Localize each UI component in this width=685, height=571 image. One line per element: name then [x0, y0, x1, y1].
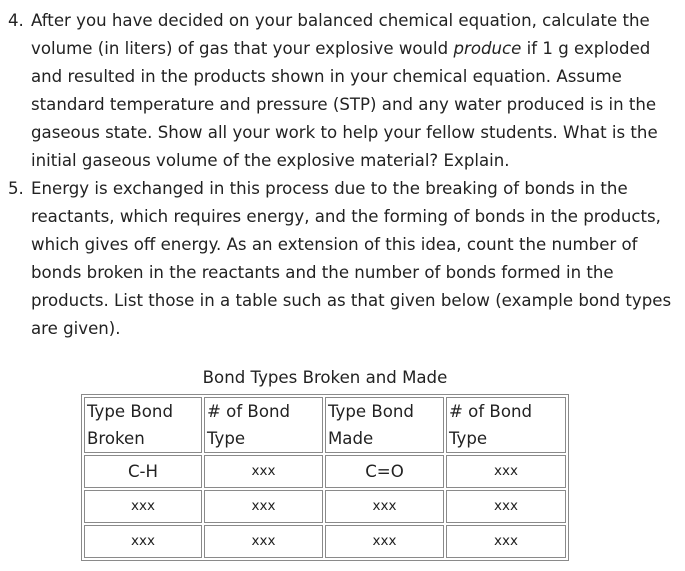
bond-types-table — [81, 394, 569, 561]
table-header-row — [84, 397, 566, 453]
table-row — [84, 455, 566, 488]
table-cell: xxx — [446, 525, 566, 558]
question-4 — [8, 7, 678, 175]
table-cell: C=O — [325, 455, 444, 488]
question-number: 4. — [8, 11, 24, 30]
table-cell: xxx — [204, 490, 323, 523]
table-cell: xxx — [84, 525, 202, 558]
header-number-made: # of Bond Type — [446, 397, 566, 453]
table-cell: xxx — [204, 455, 323, 488]
table-cell: xxx — [446, 490, 566, 523]
table-row — [84, 490, 566, 523]
question-5 — [8, 175, 678, 343]
question-number: 5. — [8, 179, 24, 198]
bond-table-section — [81, 366, 569, 561]
table-cell: xxx — [446, 455, 566, 488]
table-row — [84, 525, 566, 558]
question-list — [8, 7, 678, 343]
table-cell: xxx — [84, 490, 202, 523]
table-caption: Bond Types Broken and Made — [202, 368, 448, 387]
table-cell: xxx — [325, 525, 444, 558]
header-number-broken: # of Bond Type — [204, 397, 323, 453]
table-cell: xxx — [204, 525, 323, 558]
header-type-bond-made: Type Bond Made — [325, 397, 444, 453]
table-cell: xxx — [325, 490, 444, 523]
emphasized-word: produce — [453, 39, 522, 58]
header-type-bond-broken: Type Bond Broken — [84, 397, 202, 453]
question-text: Energy is exchanged in this process due to the breaking of bonds in the reactants, which requires energy, and the forming of bonds in the products, which gives off energy. As an extension of this idea, count the number of bonds broken in the reactants and the number of bonds formed in the products. List those in a table such as that given below (example bond types are given). — [31, 179, 672, 338]
table-cell: C-H — [84, 455, 202, 488]
question-text: After you have decided on your balanced chemical equation, calculate the volume (in liters) of gas that your explosive would produce if 1 g exploded and resulted in the products shown in your chemical equation. Assume standard temperature and pressure (STP) and any water produced is in the gaseous state. Show all your work to help your fellow students. What is the initial gaseous volume of the explosive material? Explain. — [31, 11, 658, 170]
